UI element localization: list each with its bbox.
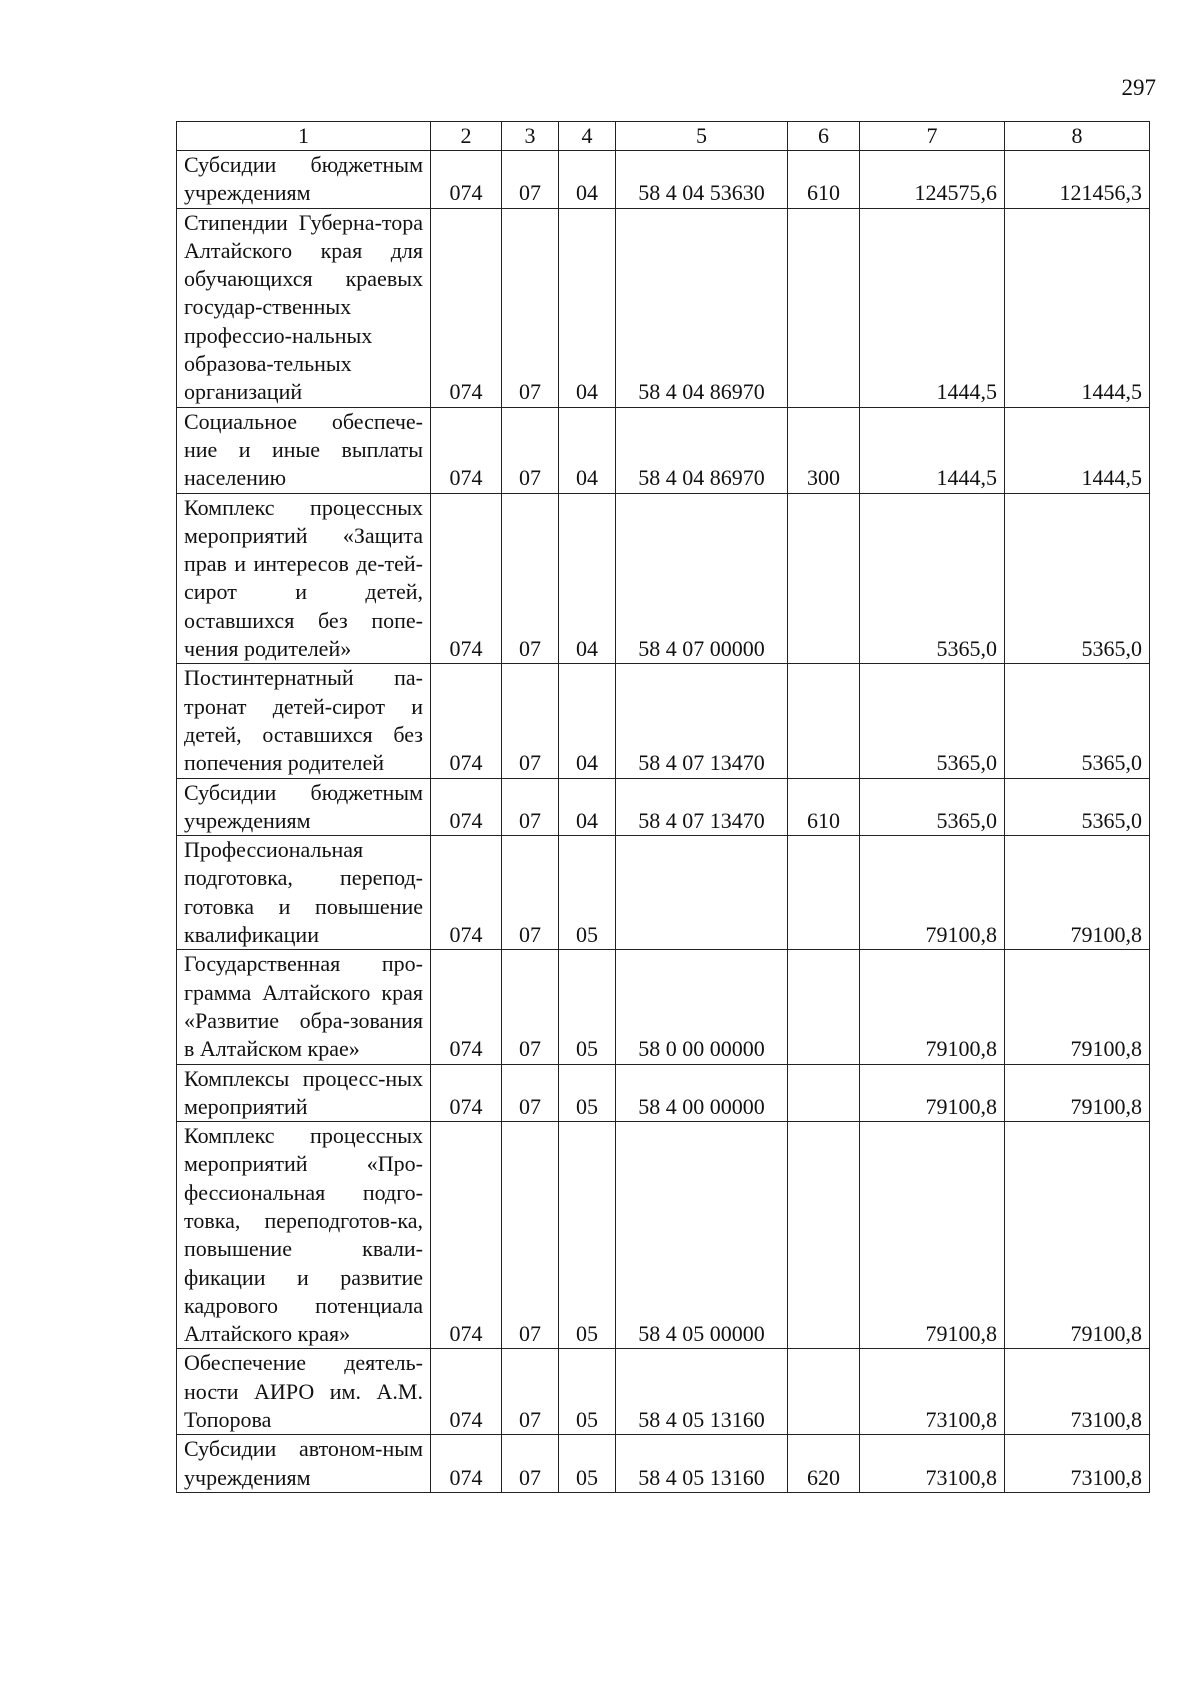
cell-sum1: 79100,8 bbox=[860, 836, 1005, 950]
cell-ministry: 074 bbox=[431, 664, 502, 778]
cell-subsection: 05 bbox=[559, 1435, 616, 1493]
cell-sum2: 79100,8 bbox=[1005, 1064, 1150, 1122]
cell-ministry: 074 bbox=[431, 407, 502, 493]
header-row bbox=[177, 122, 1150, 151]
cell-sum2: 73100,8 bbox=[1005, 1349, 1150, 1435]
cell-expense-type bbox=[788, 664, 860, 778]
table-row bbox=[177, 778, 1150, 836]
cell-target: 58 4 04 53630 bbox=[616, 151, 788, 209]
cell-subsection: 05 bbox=[559, 836, 616, 950]
cell-section: 07 bbox=[502, 1064, 559, 1122]
cell-ministry: 074 bbox=[431, 151, 502, 209]
table-row bbox=[177, 950, 1150, 1064]
header-col-7: 7 bbox=[860, 122, 1005, 151]
cell-expense-type bbox=[788, 1349, 860, 1435]
cell-target: 58 4 05 00000 bbox=[616, 1122, 788, 1349]
cell-name: Комплекс процессных мероприятий «Защита прав и интересов де-тей-сирот и детей, оставшихся без попе-чения родителей» bbox=[177, 493, 431, 664]
cell-name: Субсидии автоном-ным учреждениям bbox=[177, 1435, 431, 1493]
cell-sum2: 1444,5 bbox=[1005, 407, 1150, 493]
cell-section: 07 bbox=[502, 778, 559, 836]
cell-sum1: 73100,8 bbox=[860, 1349, 1005, 1435]
table-body bbox=[177, 151, 1150, 1493]
cell-section: 07 bbox=[502, 1122, 559, 1349]
table-row bbox=[177, 664, 1150, 778]
cell-expense-type bbox=[788, 950, 860, 1064]
cell-ministry: 074 bbox=[431, 493, 502, 664]
cell-section: 07 bbox=[502, 208, 559, 407]
cell-subsection: 05 bbox=[559, 1064, 616, 1122]
header-col-3: 3 bbox=[502, 122, 559, 151]
cell-sum2: 79100,8 bbox=[1005, 950, 1150, 1064]
header-col-8: 8 bbox=[1005, 122, 1150, 151]
cell-ministry: 074 bbox=[431, 836, 502, 950]
header-col-2: 2 bbox=[431, 122, 502, 151]
cell-section: 07 bbox=[502, 493, 559, 664]
cell-sum2: 73100,8 bbox=[1005, 1435, 1150, 1493]
cell-expense-type: 610 bbox=[788, 151, 860, 209]
cell-expense-type bbox=[788, 1064, 860, 1122]
cell-subsection: 04 bbox=[559, 664, 616, 778]
cell-name: Комплекс процессных мероприятий «Про-фессиональная подго-товка, переподготов-ка, повышение квали-фикации и развитие кадрового потенциала Алтайского края» bbox=[177, 1122, 431, 1349]
cell-expense-type bbox=[788, 208, 860, 407]
cell-subsection: 04 bbox=[559, 493, 616, 664]
cell-expense-type bbox=[788, 836, 860, 950]
cell-subsection: 05 bbox=[559, 1122, 616, 1349]
cell-section: 07 bbox=[502, 1349, 559, 1435]
cell-sum1: 79100,8 bbox=[860, 1122, 1005, 1349]
cell-target: 58 4 00 00000 bbox=[616, 1064, 788, 1122]
cell-target: 58 4 04 86970 bbox=[616, 407, 788, 493]
cell-sum2: 5365,0 bbox=[1005, 664, 1150, 778]
cell-sum2: 121456,3 bbox=[1005, 151, 1150, 209]
cell-target: 58 4 07 00000 bbox=[616, 493, 788, 664]
cell-name: Стипендии Губерна-тора Алтайского края для обучающихся краевых государ-ственных профессио-нальных образова-тельных организаций bbox=[177, 208, 431, 407]
header-col-5: 5 bbox=[616, 122, 788, 151]
cell-ministry: 074 bbox=[431, 1064, 502, 1122]
cell-target: 58 0 00 00000 bbox=[616, 950, 788, 1064]
cell-section: 07 bbox=[502, 836, 559, 950]
table-row bbox=[177, 1064, 1150, 1122]
cell-subsection: 05 bbox=[559, 1349, 616, 1435]
cell-expense-type: 300 bbox=[788, 407, 860, 493]
cell-sum1: 1444,5 bbox=[860, 208, 1005, 407]
cell-ministry: 074 bbox=[431, 1435, 502, 1493]
table-row bbox=[177, 1435, 1150, 1493]
table-row bbox=[177, 407, 1150, 493]
cell-sum1: 73100,8 bbox=[860, 1435, 1005, 1493]
cell-sum1: 5365,0 bbox=[860, 778, 1005, 836]
cell-expense-type: 610 bbox=[788, 778, 860, 836]
cell-sum1: 124575,6 bbox=[860, 151, 1005, 209]
cell-section: 07 bbox=[502, 950, 559, 1064]
cell-name: Социальное обеспече-ние и иные выплаты населению bbox=[177, 407, 431, 493]
cell-name: Комплексы процесс-ных мероприятий bbox=[177, 1064, 431, 1122]
cell-ministry: 074 bbox=[431, 208, 502, 407]
cell-section: 07 bbox=[502, 407, 559, 493]
cell-expense-type bbox=[788, 493, 860, 664]
cell-subsection: 05 bbox=[559, 950, 616, 1064]
cell-sum2: 79100,8 bbox=[1005, 1122, 1150, 1349]
table-row bbox=[177, 493, 1150, 664]
cell-expense-type: 620 bbox=[788, 1435, 860, 1493]
table-row bbox=[177, 151, 1150, 209]
cell-ministry: 074 bbox=[431, 1349, 502, 1435]
header-col-6: 6 bbox=[788, 122, 860, 151]
cell-ministry: 074 bbox=[431, 1122, 502, 1349]
table-row bbox=[177, 1349, 1150, 1435]
table-row bbox=[177, 836, 1150, 950]
table-row bbox=[177, 208, 1150, 407]
cell-target bbox=[616, 836, 788, 950]
cell-name: Государственная про-грамма Алтайского края «Развитие обра-зования в Алтайском крае» bbox=[177, 950, 431, 1064]
cell-subsection: 04 bbox=[559, 407, 616, 493]
cell-subsection: 04 bbox=[559, 151, 616, 209]
budget-table bbox=[176, 121, 1150, 1493]
cell-expense-type bbox=[788, 1122, 860, 1349]
cell-target: 58 4 07 13470 bbox=[616, 664, 788, 778]
cell-sum1: 1444,5 bbox=[860, 407, 1005, 493]
cell-sum1: 5365,0 bbox=[860, 493, 1005, 664]
cell-sum1: 79100,8 bbox=[860, 950, 1005, 1064]
cell-target: 58 4 05 13160 bbox=[616, 1349, 788, 1435]
header-col-1: 1 bbox=[177, 122, 431, 151]
cell-target: 58 4 05 13160 bbox=[616, 1435, 788, 1493]
page-number: 297 bbox=[1121, 75, 1156, 100]
cell-target: 58 4 07 13470 bbox=[616, 778, 788, 836]
cell-section: 07 bbox=[502, 151, 559, 209]
cell-sum2: 79100,8 bbox=[1005, 836, 1150, 950]
cell-sum1: 79100,8 bbox=[860, 1064, 1005, 1122]
cell-name: Постинтернатный па-тронат детей-сирот и детей, оставшихся без попечения родителей bbox=[177, 664, 431, 778]
cell-subsection: 04 bbox=[559, 208, 616, 407]
cell-name: Субсидии бюджетным учреждениям bbox=[177, 778, 431, 836]
cell-sum2: 5365,0 bbox=[1005, 493, 1150, 664]
cell-target: 58 4 04 86970 bbox=[616, 208, 788, 407]
table-row bbox=[177, 1122, 1150, 1349]
cell-sum1: 5365,0 bbox=[860, 664, 1005, 778]
cell-name: Субсидии бюджетным учреждениям bbox=[177, 151, 431, 209]
cell-section: 07 bbox=[502, 664, 559, 778]
table-header bbox=[177, 122, 1150, 151]
cell-sum2: 1444,5 bbox=[1005, 208, 1150, 407]
cell-ministry: 074 bbox=[431, 950, 502, 1064]
cell-sum2: 5365,0 bbox=[1005, 778, 1150, 836]
header-col-4: 4 bbox=[559, 122, 616, 151]
cell-name: Профессиональная подготовка, перепод-готовка и повышение квалификации bbox=[177, 836, 431, 950]
cell-section: 07 bbox=[502, 1435, 559, 1493]
cell-ministry: 074 bbox=[431, 778, 502, 836]
cell-name: Обеспечение деятель-ности АИРО им. А.М. Топорова bbox=[177, 1349, 431, 1435]
cell-subsection: 04 bbox=[559, 778, 616, 836]
